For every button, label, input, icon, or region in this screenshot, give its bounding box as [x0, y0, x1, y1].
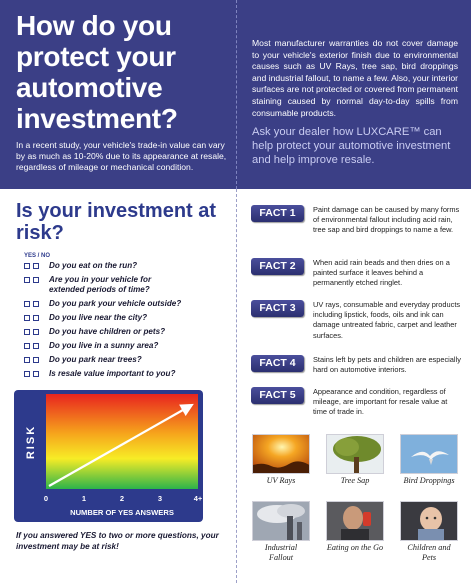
- fact-badge: FACT 2: [251, 258, 304, 275]
- child-image: [400, 501, 458, 541]
- fact-text: When acid rain beads and then dries on a painted surface it leaves behind a permanently etched ringlet.: [313, 258, 450, 288]
- warranty-text: Most manufacturer warranties do not cover damage to your vehicle's exterior finish due to environmental causes such as UV Rays, tree sap, bird droppings and industrial fallout, to name a few. Also, your interior surfaces are not protected or covered from permanent staining caused by normal day-to-day spills from consumable products.: [252, 38, 458, 118]
- no-checkbox[interactable]: [33, 329, 39, 335]
- yes-no-label: YES / NO: [24, 253, 51, 259]
- yes-checkbox[interactable]: [24, 277, 30, 283]
- x-tick-label: 4+: [193, 494, 203, 503]
- intro-text: In a recent study, your vehicle's trade-in value can vary by as much as 10-20% due to its appearance at resale, regardless of mileage or mechanical condition.: [16, 140, 227, 173]
- y-axis-label: RISK: [25, 424, 37, 460]
- question-item: [24, 327, 234, 337]
- question-item: [24, 313, 234, 323]
- question-text: Do you park near trees?: [49, 355, 142, 364]
- photo-bird-droppings: [400, 434, 458, 486]
- fact-badge: FACT 4: [251, 355, 304, 372]
- column-divider: [236, 189, 237, 583]
- risk-chart: [14, 390, 203, 522]
- no-checkbox[interactable]: [33, 315, 39, 321]
- fact-text: Stains left by pets and children are especially hard on automotive interiors.: [313, 355, 461, 375]
- x-tick-label: 0: [43, 494, 49, 503]
- yes-checkbox[interactable]: [24, 301, 30, 307]
- x-tick-label: 2: [119, 494, 125, 503]
- photo-uv-rays: [252, 434, 310, 486]
- yes-checkbox[interactable]: [24, 371, 30, 377]
- no-checkbox[interactable]: [33, 343, 39, 349]
- question-item: [24, 275, 234, 295]
- yes-checkbox[interactable]: [24, 315, 30, 321]
- question-text: Is resale value important to you?: [49, 369, 176, 378]
- quiz-title: Is your investment at risk?: [16, 200, 217, 244]
- question-item: [24, 355, 234, 365]
- x-tick-label: 1: [81, 494, 87, 503]
- eating-image: [326, 501, 384, 541]
- sun-image: [252, 434, 310, 474]
- question-item: [24, 299, 234, 309]
- question-text: Do you eat on the run?: [49, 261, 138, 270]
- question-item: [24, 341, 234, 351]
- fact-text: Appearance and condition, regardless of mileage, are important for resale value at time of trade in.: [313, 387, 448, 417]
- photo-eating-on-the-go: [326, 501, 384, 553]
- smokestack-image: [252, 501, 310, 541]
- question-list: [24, 261, 234, 383]
- photo-caption: UV Rays: [266, 476, 296, 485]
- bird-image: [400, 434, 458, 474]
- question-item: [24, 261, 234, 271]
- ask-dealer-text: Ask your dealer how LUXCARE™ can help protect your automotive investment and help improve resale.: [252, 126, 451, 166]
- question-text: Do you park your vehicle outside?: [49, 299, 182, 308]
- photo-tree-sap: [326, 434, 384, 486]
- no-checkbox[interactable]: [33, 301, 39, 307]
- no-checkbox[interactable]: [33, 277, 39, 283]
- photo-caption: Children and Pets: [407, 543, 451, 562]
- fact-text: Paint damage can be caused by many forms of environmental fallout including acid rain, tree sap and bird droppings to name a few.: [313, 205, 460, 235]
- fact-badge: FACT 1: [251, 205, 304, 222]
- question-item: [24, 369, 234, 379]
- page-title: How do you protect your automotive investment?: [16, 10, 178, 134]
- yes-checkbox[interactable]: [24, 343, 30, 349]
- photo-children-and-pets: [400, 501, 458, 562]
- fact-badge: FACT 3: [251, 300, 304, 317]
- photo-industrial-fallout: [252, 501, 310, 562]
- yes-checkbox[interactable]: [24, 329, 30, 335]
- x-tick-label: 3: [157, 494, 163, 503]
- answer-note: If you answered YES to two or more questions, your investment may be at risk!: [16, 531, 219, 551]
- no-checkbox[interactable]: [33, 357, 39, 363]
- photo-caption: Eating on the Go: [326, 543, 384, 552]
- fact-badge: FACT 5: [251, 387, 304, 404]
- fact-text: UV rays, consumable and everyday products including lipstick, foods, oils and ink can damage untreated fabric, carpet and leather surfaces.: [313, 300, 461, 340]
- question-text: Do you have children or pets?: [49, 327, 166, 336]
- no-checkbox[interactable]: [33, 371, 39, 377]
- no-checkbox[interactable]: [33, 263, 39, 269]
- risk-chart-svg: [14, 390, 203, 522]
- question-text: Do you live near the city?: [49, 313, 148, 322]
- tree-image: [326, 434, 384, 474]
- photo-caption: Industrial Fallout: [264, 543, 298, 562]
- yes-checkbox[interactable]: [24, 263, 30, 269]
- photo-caption: Bird Droppings: [403, 476, 455, 485]
- x-axis-label: NUMBER OF YES ANSWERS: [70, 508, 174, 517]
- yes-checkbox[interactable]: [24, 357, 30, 363]
- photo-caption: Tree Sap: [340, 476, 370, 485]
- question-text: Are you in your vehicle for extended periods of time?: [49, 275, 152, 294]
- question-text: Do you live in a sunny area?: [49, 341, 159, 350]
